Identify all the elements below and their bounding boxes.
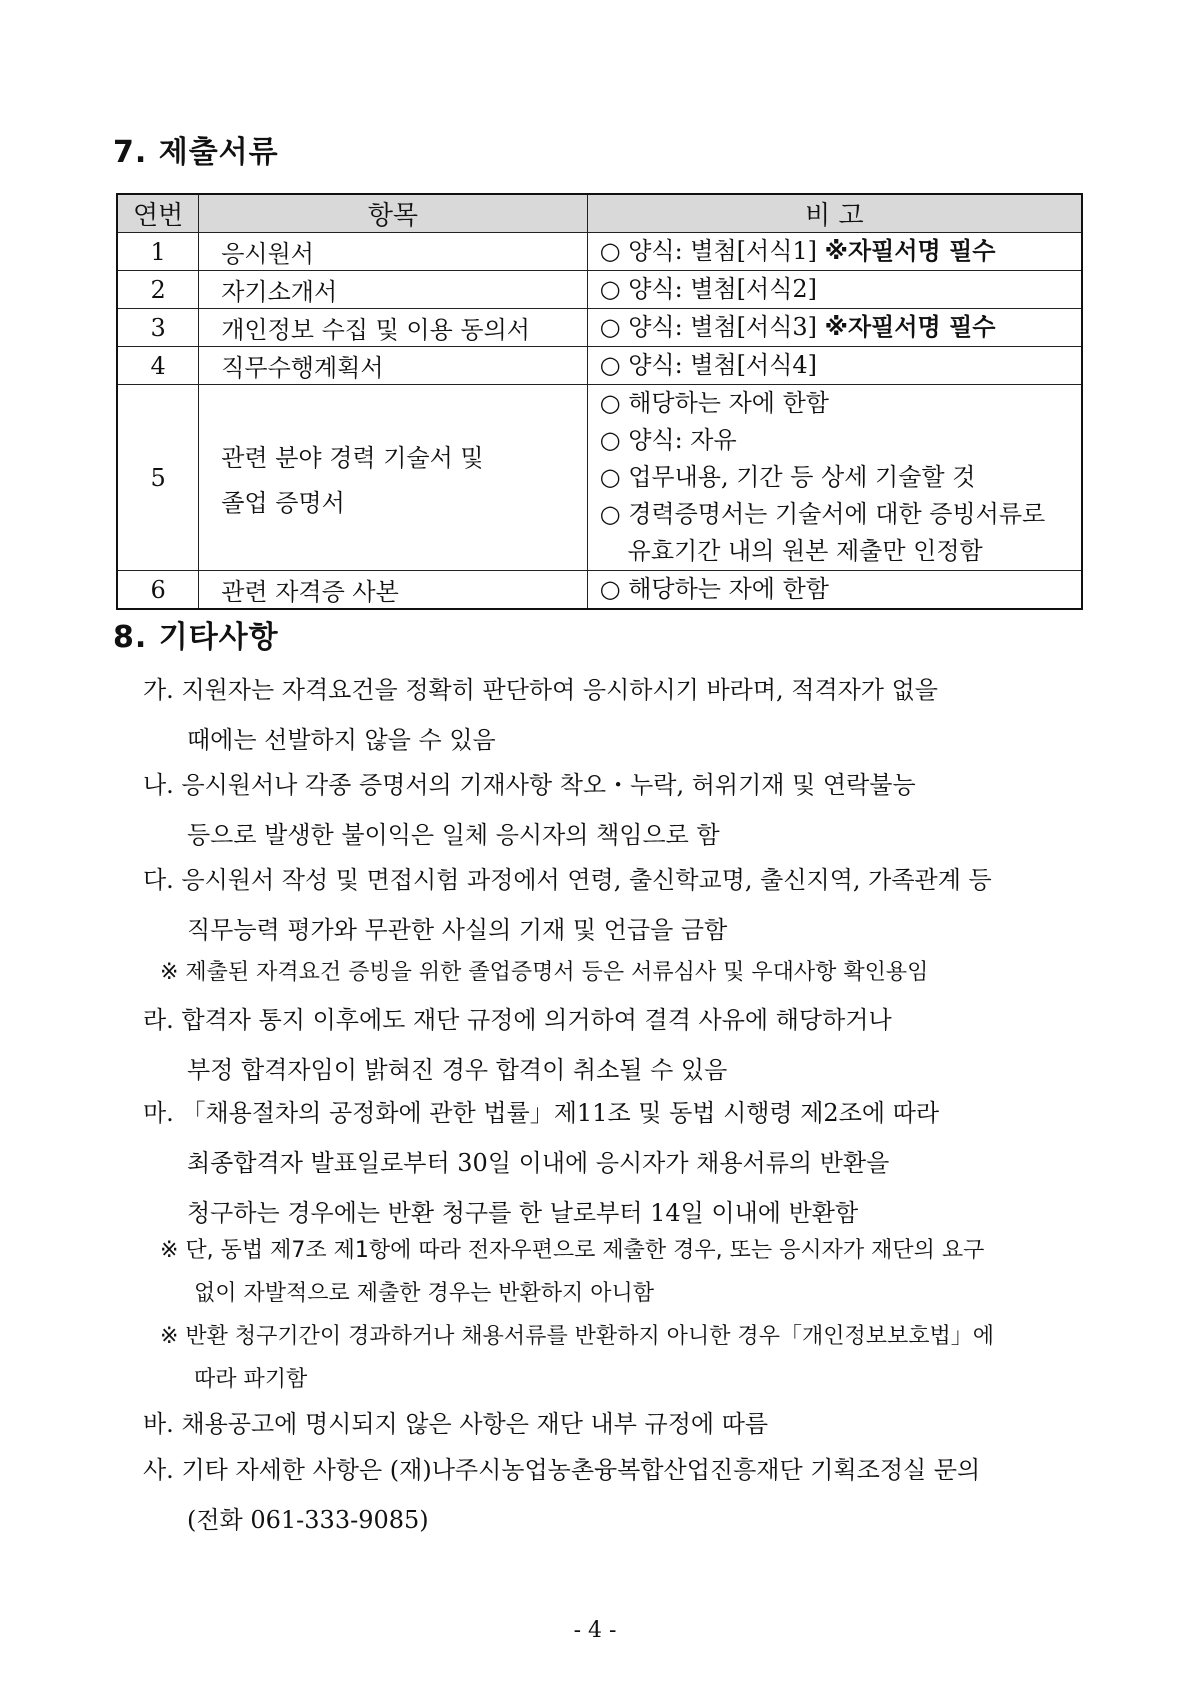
item-sa-line1: 사. 기타 자세한 사항은 (재)나주시농업농촌융복합산업진흥재단 기획조정실 문의 [143,1456,981,1484]
note-text: ○ 양식: 자유 [599,426,737,454]
item-ma-note2-line1: ※ 반환 청구기간이 경과하거나 채용서류를 반환하지 아니한 경우「개인정보보호법」에 [160,1324,994,1349]
note-text: ○ 경력증명서는 기술서에 대한 증빙서류로 [599,500,1046,528]
note-text: ○ 양식: 별첨[서식3] [599,313,825,341]
row-item [199,309,587,347]
table-row [117,571,1082,610]
header-no: 연번 [117,194,199,233]
note-text: ○ 해당하는 자에 한함 [599,389,829,417]
row-item [199,347,587,385]
row-note [587,347,1082,385]
note-line [600,422,1081,459]
item-ma-line2: 최종합격자 발표일로부터 30일 이내에 응시자가 채용서류의 반환을 [187,1149,890,1177]
row-number: 4 [117,347,199,385]
table-row [117,309,1082,347]
note-line [600,233,1081,270]
row-item-text: 관련 자격증 사본 [221,578,399,606]
item-ga [143,670,938,755]
note-line [600,533,1081,570]
page-number: - 4 - [573,1618,617,1643]
signature-required-note: ※자필서명 필수 [824,313,996,341]
item-da-note [160,955,928,986]
note-line [600,271,1081,308]
row-note [587,233,1082,271]
item-ma-note1 [160,1233,984,1307]
item-ma-note1-line1: ※ 단, 동법 제7조 제1항에 따라 전자우편으로 제출한 경우, 또는 응시자가 재단의 요구 [160,1238,985,1263]
row-number: 2 [117,271,199,309]
signature-required-note: ※자필서명 필수 [824,237,996,265]
row-number: 3 [117,309,199,347]
row-item-text-line2: 졸업 증명서 [221,488,345,517]
note-text: ○ 양식: 별첨[서식2] [599,275,818,303]
item-da-line2: 직무능력 평가와 무관한 사실의 기재 및 언급을 금함 [187,916,728,944]
header-item: 항목 [199,194,587,233]
item-da [143,860,992,945]
row-number: 6 [117,571,199,610]
row-note [587,571,1082,610]
row-number: 1 [117,233,199,271]
item-ma-line1: 마. 「채용절차의 공정화에 관한 법률」제11조 및 동법 시행령 제2조에 따라 [143,1099,940,1127]
row-note [587,385,1082,571]
item-ma-line3: 청구하는 경우에는 반환 청구를 한 날로부터 14일 이내에 반환함 [187,1199,859,1227]
note-text: 유효기간 내의 원본 제출만 인정함 [627,537,983,565]
item-da-note-text: ※ 제출된 자격요건 증빙을 위한 졸업증명서 등은 서류심사 및 우대사항 확인용임 [160,960,929,985]
row-note [587,309,1082,347]
table-row [117,233,1082,271]
row-item [199,271,587,309]
documents-table [116,193,1083,610]
table-row [117,385,1082,571]
item-da-line1: 다. 응시원서 작성 및 면접시험 과정에서 연령, 출신학교명, 출신지역, 가족관계 등 [143,866,992,894]
row-note [587,271,1082,309]
row-item-text: 응시원서 [221,240,314,268]
item-ba-line1: 바. 채용공고에 명시되지 않은 사항은 재단 내부 규정에 따름 [143,1410,769,1438]
note-line [600,347,1081,384]
row-item [199,385,587,571]
note-text: ○ 업무내용, 기간 등 상세 기술할 것 [599,463,976,491]
row-item-text: 관련 분야 경력 기술서 및 [221,443,484,472]
table-row [117,271,1082,309]
row-item [199,571,587,610]
note-line [600,309,1081,346]
item-sa [143,1450,980,1535]
item-ba [143,1404,768,1439]
item-ra-line2: 부정 합격자임이 밝혀진 경우 합격이 취소될 수 있음 [187,1056,728,1084]
item-ma-note2-line2: 따라 파기함 [194,1367,308,1392]
row-item-text: 직무수행계획서 [221,354,384,382]
item-ra [143,1000,892,1085]
item-na [143,765,916,850]
item-ga-line1: 가. 지원자는 자격요건을 정확히 판단하여 응시하시기 바라며, 적격자가 없을 [143,676,938,704]
item-na-line2: 등으로 발생한 불이익은 일체 응시자의 책임으로 함 [187,821,720,849]
note-text: ○ 양식: 별첨[서식4] [599,351,818,379]
row-item-text: 개인정보 수집 및 이용 동의서 [221,316,530,344]
row-item [199,233,587,271]
item-na-line1: 나. 응시원서나 각종 증명서의 기재사항 착오・누락, 허위기재 및 연락불능 [143,771,916,799]
item-ma-note2 [160,1319,994,1393]
item-sa-line2: (전화 061-333-9085) [187,1506,429,1534]
header-note: 비 고 [587,194,1082,233]
section-7-title: 7. 제출서류 [113,135,279,170]
note-line [600,496,1081,533]
item-ma [143,1093,939,1228]
note-text: ○ 양식: 별첨[서식1] [599,237,825,265]
note-text: ○ 해당하는 자에 한함 [599,575,829,603]
row-number: 5 [117,385,199,571]
table-row [117,347,1082,385]
item-ga-line2: 때에는 선발하지 않을 수 있음 [187,726,496,754]
note-line [600,385,1081,422]
section-8-title: 8. 기타사항 [113,620,279,655]
item-ma-note1-line2: 없이 자발적으로 제출한 경우는 반환하지 아니함 [194,1281,655,1306]
note-line [600,571,1081,608]
row-item-text: 자기소개서 [221,278,338,306]
note-line [600,459,1081,496]
table-header-row [117,194,1082,233]
item-ra-line1: 라. 합격자 통지 이후에도 재단 규정에 의거하여 결격 사유에 해당하거나 [143,1006,892,1034]
